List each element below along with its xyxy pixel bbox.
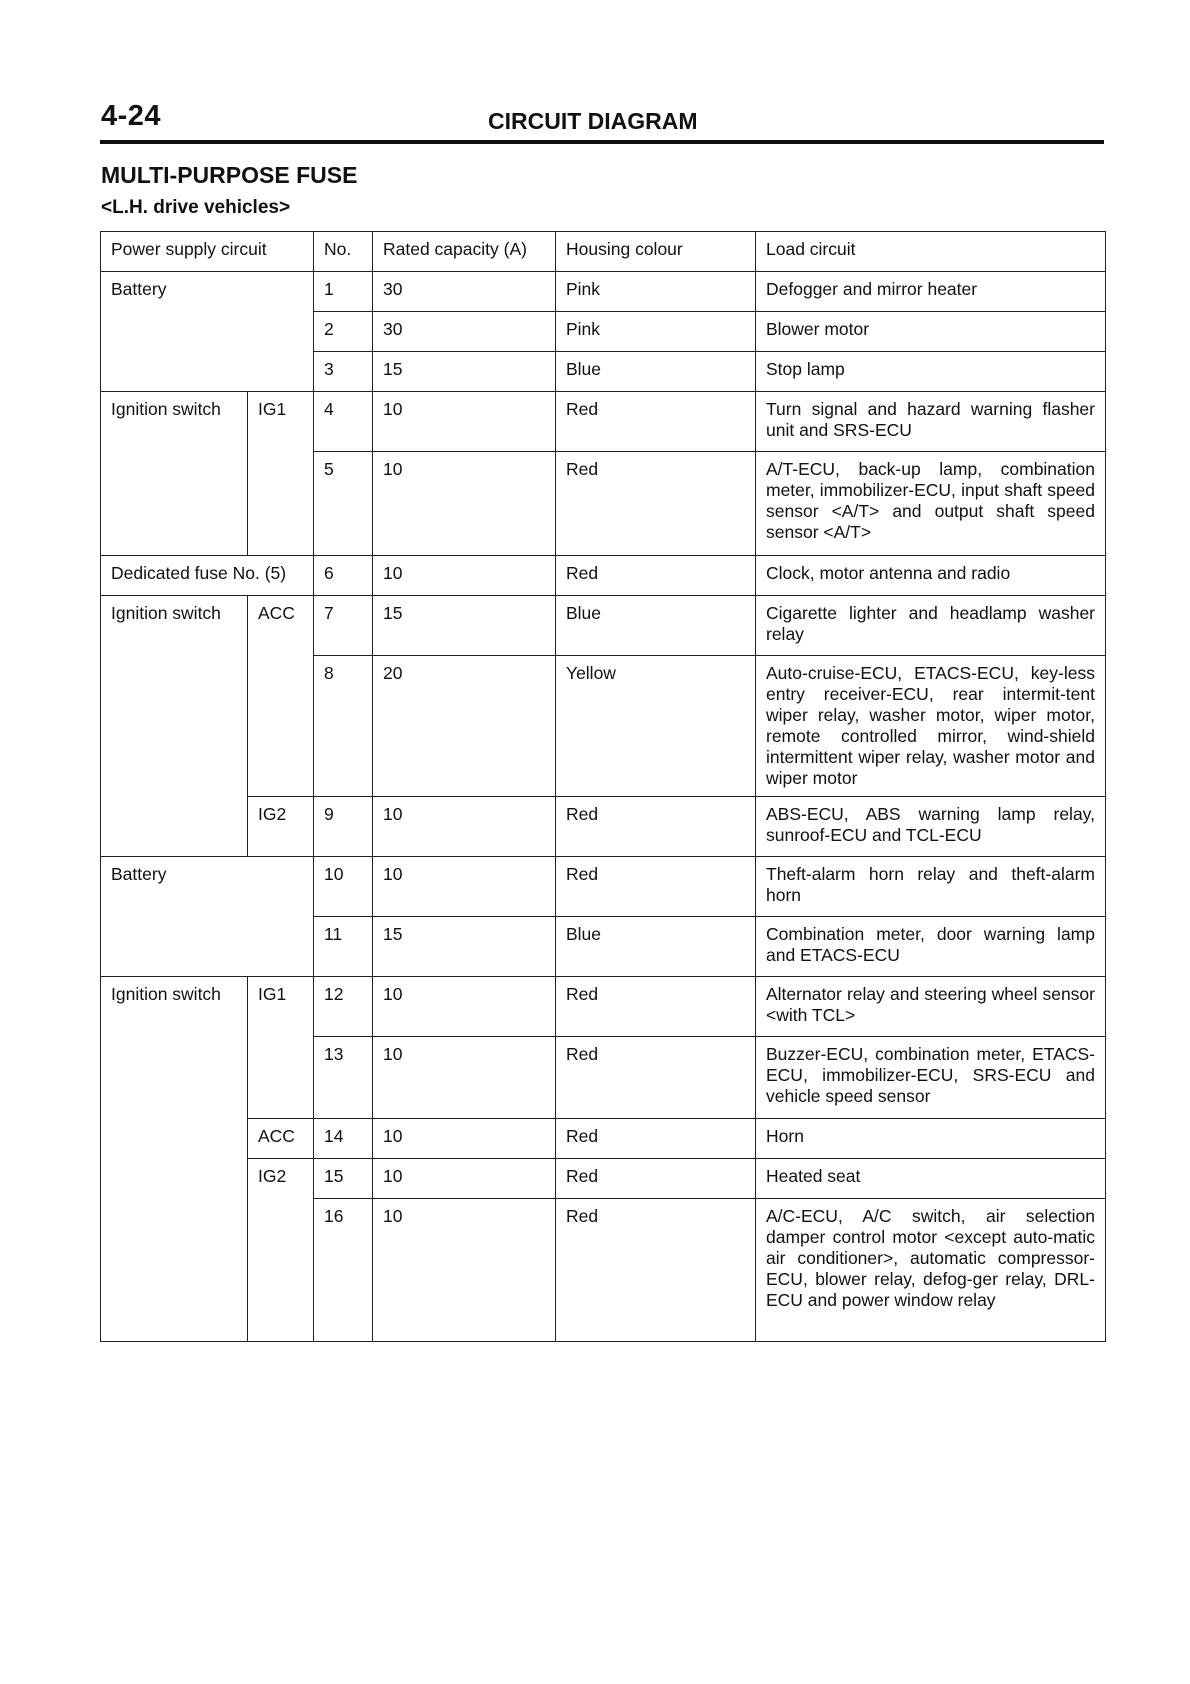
load-circuit: ABS-ECU, ABS warning lamp relay, sunroof-ECU and TCL-ECU xyxy=(756,797,1106,857)
fuse-no: 2 xyxy=(314,312,373,352)
rated-capacity: 15 xyxy=(373,352,556,392)
switch-position-cell: ACC xyxy=(248,1119,314,1159)
load-circuit: Cigarette lighter and headlamp washer relay xyxy=(756,596,1106,656)
rated-capacity: 10 xyxy=(373,392,556,452)
fuse-no: 1 xyxy=(314,272,373,312)
rated-capacity: 10 xyxy=(373,1199,556,1342)
power-supply-cell: Ignition switch xyxy=(101,392,248,556)
housing-colour: Pink xyxy=(556,272,756,312)
table-row xyxy=(101,857,1106,917)
table-row xyxy=(101,596,1106,656)
rated-capacity: 30 xyxy=(373,312,556,352)
col-header-no: No. xyxy=(314,232,373,272)
power-supply-cell: Ignition switch xyxy=(101,596,248,857)
table-row xyxy=(101,797,1106,857)
load-circuit: Horn xyxy=(756,1119,1106,1159)
fuse-no: 10 xyxy=(314,857,373,917)
col-header-power-supply: Power supply circuit xyxy=(101,232,314,272)
table-row xyxy=(101,272,1106,312)
rated-capacity: 15 xyxy=(373,917,556,977)
rated-capacity: 10 xyxy=(373,1119,556,1159)
switch-position-cell: ACC xyxy=(248,596,314,797)
table-row xyxy=(101,392,1106,452)
load-circuit: Defogger and mirror heater xyxy=(756,272,1106,312)
rated-capacity: 10 xyxy=(373,1159,556,1199)
table-header-row xyxy=(101,232,1106,272)
load-circuit: Blower motor xyxy=(756,312,1106,352)
housing-colour: Blue xyxy=(556,917,756,977)
load-circuit: Combination meter, door warning lamp and ETACS-ECU xyxy=(756,917,1106,977)
load-circuit: Heated seat xyxy=(756,1159,1106,1199)
fuse-no: 14 xyxy=(314,1119,373,1159)
housing-colour: Pink xyxy=(556,312,756,352)
housing-colour: Red xyxy=(556,857,756,917)
housing-colour: Blue xyxy=(556,352,756,392)
fuse-no: 8 xyxy=(314,656,373,797)
switch-position-cell: IG2 xyxy=(248,1159,314,1342)
load-circuit: Clock, motor antenna and radio xyxy=(756,556,1106,596)
housing-colour: Red xyxy=(556,797,756,857)
power-supply-cell: Dedicated fuse No. (5) xyxy=(101,556,314,596)
switch-position-cell: IG1 xyxy=(248,977,314,1119)
table-row xyxy=(101,1119,1106,1159)
switch-position-cell: IG1 xyxy=(248,392,314,556)
fuse-no: 6 xyxy=(314,556,373,596)
fuse-no: 7 xyxy=(314,596,373,656)
load-circuit: Turn signal and hazard warning flasher unit and SRS-ECU xyxy=(756,392,1106,452)
page-number: 4-24 xyxy=(101,100,162,132)
housing-colour: Red xyxy=(556,1199,756,1342)
fuse-no: 5 xyxy=(314,452,373,556)
load-circuit: Alternator relay and steering wheel sensor <with TCL> xyxy=(756,977,1106,1037)
power-supply-cell: Battery xyxy=(101,272,314,392)
fuse-no: 13 xyxy=(314,1037,373,1119)
table-row xyxy=(101,556,1106,596)
fuse-no: 3 xyxy=(314,352,373,392)
rated-capacity: 20 xyxy=(373,656,556,797)
rated-capacity: 30 xyxy=(373,272,556,312)
load-circuit: Buzzer-ECU, combination meter, ETACS-ECU, immobilizer-ECU, SRS-ECU and vehicle speed sensor xyxy=(756,1037,1106,1119)
rated-capacity: 10 xyxy=(373,452,556,556)
running-title: CIRCUIT DIAGRAM xyxy=(488,108,698,134)
housing-colour: Red xyxy=(556,452,756,556)
load-circuit: Stop lamp xyxy=(756,352,1106,392)
housing-colour: Red xyxy=(556,1159,756,1199)
table-row xyxy=(101,977,1106,1037)
load-circuit: Theft-alarm horn relay and theft-alarm horn xyxy=(756,857,1106,917)
housing-colour: Blue xyxy=(556,596,756,656)
fuse-no: 4 xyxy=(314,392,373,452)
col-header-capacity: Rated capacity (A) xyxy=(373,232,556,272)
rated-capacity: 15 xyxy=(373,596,556,656)
housing-colour: Red xyxy=(556,556,756,596)
rated-capacity: 10 xyxy=(373,977,556,1037)
section-title: MULTI-PURPOSE FUSE xyxy=(101,162,358,188)
col-header-load: Load circuit xyxy=(756,232,1106,272)
load-circuit: Auto-cruise-ECU, ETACS-ECU, key-less entry receiver-ECU, rear intermit-tent wiper relay, washer motor, wiper motor, remote controlled mirror, wind-shield intermittent wiper relay, washer motor and wiper motor xyxy=(756,656,1106,797)
power-supply-cell: Ignition switch xyxy=(101,977,248,1342)
rated-capacity: 10 xyxy=(373,857,556,917)
rated-capacity: 10 xyxy=(373,556,556,596)
switch-position-cell: IG2 xyxy=(248,797,314,857)
rated-capacity: 10 xyxy=(373,1037,556,1119)
load-circuit: A/T-ECU, back-up lamp, combination meter, immobilizer-ECU, input shaft speed sensor <A/T> and output shaft speed sensor <A/T> xyxy=(756,452,1106,556)
fuse-no: 16 xyxy=(314,1199,373,1342)
header-rule xyxy=(100,140,1104,144)
fuse-no: 15 xyxy=(314,1159,373,1199)
power-supply-cell: Battery xyxy=(101,857,314,977)
fuse-no: 12 xyxy=(314,977,373,1037)
housing-colour: Red xyxy=(556,1037,756,1119)
col-header-colour: Housing colour xyxy=(556,232,756,272)
load-circuit: A/C-ECU, A/C switch, air selection damper control motor <except auto-matic air conditioner>, automatic compressor-ECU, blower relay, defog-ger relay, DRL-ECU and power window relay xyxy=(756,1199,1106,1342)
fuse-table xyxy=(100,231,1106,1342)
housing-colour: Red xyxy=(556,977,756,1037)
fuse-no: 11 xyxy=(314,917,373,977)
housing-colour: Red xyxy=(556,1119,756,1159)
rated-capacity: 10 xyxy=(373,797,556,857)
section-subtitle: <L.H. drive vehicles> xyxy=(101,197,291,218)
fuse-no: 9 xyxy=(314,797,373,857)
table-row xyxy=(101,1159,1106,1199)
housing-colour: Yellow xyxy=(556,656,756,797)
housing-colour: Red xyxy=(556,392,756,452)
